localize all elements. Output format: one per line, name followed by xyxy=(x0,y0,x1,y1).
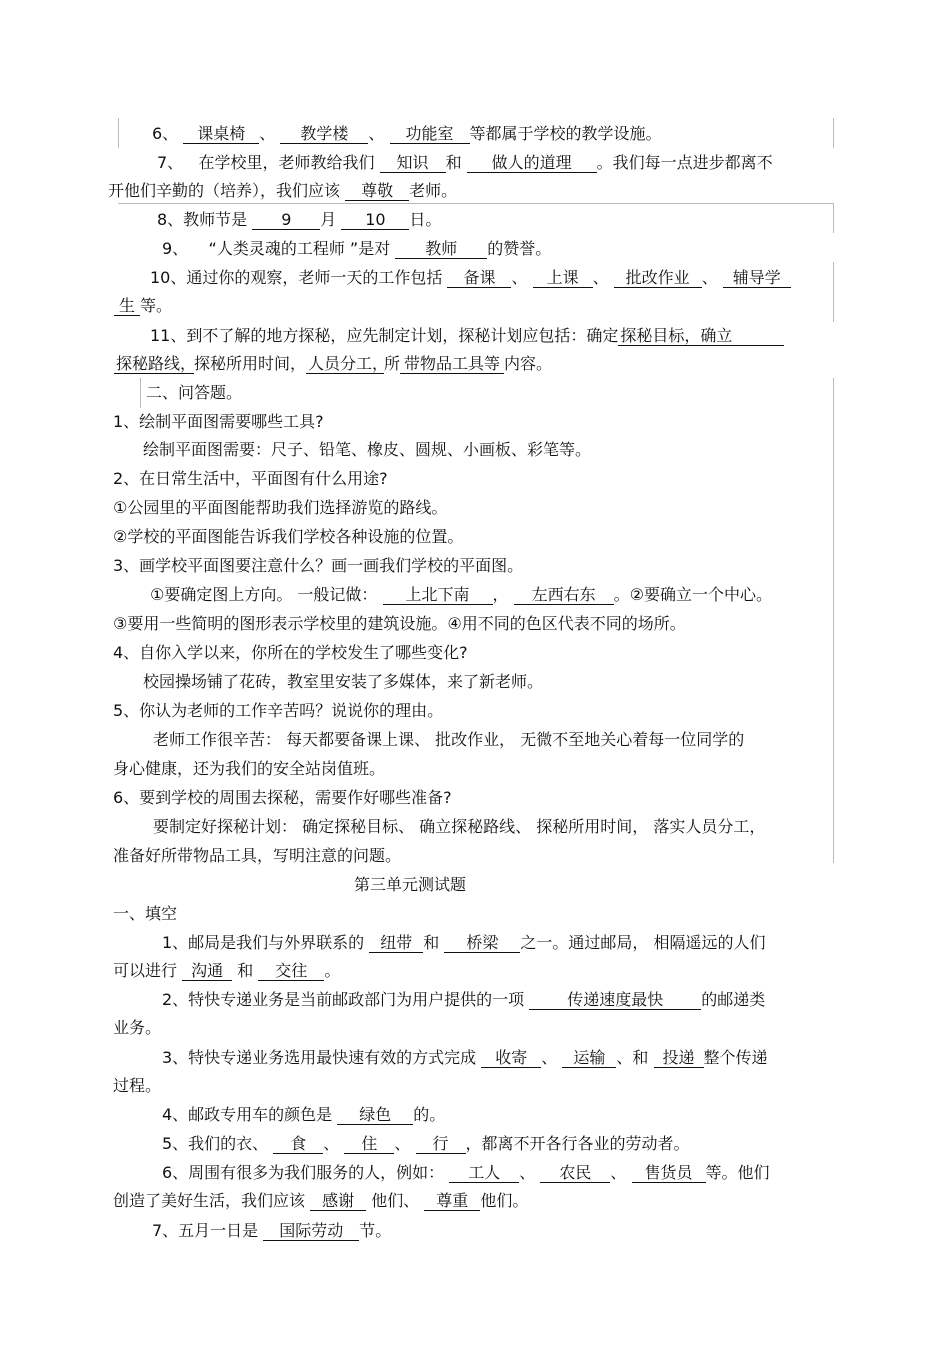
answer-blank: 探秘路线， xyxy=(116,354,197,373)
answer-blank: 桥梁 xyxy=(444,934,520,953)
unit-title: 第三单元测试题 xyxy=(354,875,467,894)
question-7-cont: 开他们辛勤的（培养），我们应该 尊敬 老师。 xyxy=(108,181,458,200)
qa-5-answer-2: 身心健康，还为我们的安全站岗值班。 xyxy=(113,759,386,778)
answer-blank: 教师 xyxy=(395,240,487,259)
answer-blank: 知识 xyxy=(380,154,446,173)
unit3-question-1-cont: 可以进行 沟通 和 交往 。 xyxy=(113,961,341,980)
answer-blank: 交往 xyxy=(258,962,324,981)
qa-1-answer: 绘制平面图需要：尺子、铅笔、橡皮、圆规、小画板、彩笔等。 xyxy=(143,440,592,459)
answer-blank: 上北下南 xyxy=(383,586,493,605)
qa-3-answer-2: ③要用一些简明的图形表示学校里的建筑设施。④用不同的色区代表不同的场所。 xyxy=(113,614,686,633)
question-11: 11、到不了解的地方探秘，应先制定计划，探秘计划应包括：确定 探秘目标，确立 xyxy=(150,325,872,347)
answer-blank: 住 xyxy=(344,1135,394,1154)
answer-blank: 感谢 xyxy=(310,1192,366,1211)
unit3-question-2: 2、特快专递业务是当前邮政部门为用户提供的一项 传递速度最快 的邮递类 xyxy=(162,990,766,1009)
answer-blank: 沟通 xyxy=(182,962,232,981)
qa-6-answer-2: 准备好所带物品工具，写明注意的问题。 xyxy=(113,846,402,865)
qa-5-question: 5、你认为老师的工作辛苦吗？说说你的理由。 xyxy=(113,701,444,720)
answer-blank: 左西右东 xyxy=(514,586,614,605)
answer-blank: 课桌椅 xyxy=(183,125,259,144)
border-line xyxy=(118,203,834,204)
answer-blank: 生 xyxy=(114,297,140,316)
qa-2-question: 2、在日常生活中，平面图有什么用途? xyxy=(113,469,388,488)
section-heading: 一、填空 xyxy=(113,904,178,923)
unit3-question-6: 6、周围有很多为我们服务的人，例如： 工人 、 农民 、 售货员 等。他们 xyxy=(162,1163,770,1182)
qa-6-question: 6、要到学校的周围去探秘，需要作好哪些准备? xyxy=(113,788,452,807)
question-10-cont: 生 等。 xyxy=(114,295,836,317)
answer-blank: 投递 xyxy=(654,1049,704,1068)
question-10: 10、通过你的观察，老师一天的工作包括 备课 、 上课 、 批改作业 、 辅导学 xyxy=(150,267,872,289)
qa-2-answer-2: ②学校的平面图能告诉我们学校各种设施的位置。 xyxy=(113,527,464,546)
unit3-question-7: 7、五月一日是 国际劳动 节。 xyxy=(152,1221,392,1240)
unit3-question-3: 3、特快专递业务选用最快速有效的方式完成 收寄 、 运输 、和 投递 整个传递 xyxy=(162,1048,768,1067)
answer-blank: 尊重 xyxy=(424,1192,480,1211)
unit3-question-5: 5、我们的衣、 食 、 住 、 行 ，都离不开各行各业的劳动者。 xyxy=(162,1134,690,1153)
question-8: 8、教师节是 9 月 10 日。 xyxy=(157,210,442,229)
qa-3-question: 3、画学校平面图要注意什么？画一画我们学校的平面图。 xyxy=(113,556,524,575)
answer-blank: 农民 xyxy=(540,1164,610,1183)
question-7: 7、 在学校里，老师教给我们 知识 和 做人的道理 。我们每一点进步都离不 xyxy=(157,153,773,172)
answer-blank: 功能室 xyxy=(390,125,470,144)
qa-4-question: 4、自你入学以来，你所在的学校发生了哪些变化? xyxy=(113,643,468,662)
answer-blank: 工人 xyxy=(449,1164,519,1183)
answer-blank: 做人的道理 xyxy=(467,154,597,173)
border-line xyxy=(118,118,119,148)
answer-blank: 传递速度最快 xyxy=(529,991,701,1010)
question-6: 6、 课桌椅 、 教学楼 、 功能室 等都属于学校的教学设施。 xyxy=(152,124,662,143)
unit3-question-4: 4、邮政专用车的颜色是 绿色 的。 xyxy=(162,1105,446,1124)
unit3-question-1: 1、邮局是我们与外界联系的 纽带 和 桥梁 之一。通过邮局， 相隔遥远的人们 xyxy=(162,933,766,952)
qa-2-answer-1: ①公园里的平面图能帮助我们选择游览的路线。 xyxy=(113,498,448,517)
answer-blank: 备课 xyxy=(447,269,511,288)
answer-blank: 教学楼 xyxy=(280,125,368,144)
answer-blank: 批改作业 xyxy=(614,269,702,288)
answer-blank: 绿色 xyxy=(337,1106,413,1125)
answer-blank: 运输 xyxy=(562,1049,616,1068)
answer-blank: 9 xyxy=(252,211,320,230)
answer-blank: 探秘目标，确立 xyxy=(618,327,784,346)
question-11-cont: 探秘路线，探秘所用时间， 人员分工，所 带物品工具等 内容。 xyxy=(116,354,553,373)
unit3-question-2-cont: 业务。 xyxy=(113,1018,162,1037)
border-line xyxy=(140,378,141,408)
section-heading: 二、问答题。 xyxy=(146,383,243,402)
answer-blank: 纽带 xyxy=(369,934,423,953)
answer-blank: 带物品工具等 xyxy=(400,355,504,374)
answer-blank: 辅导学 xyxy=(723,269,791,288)
qa-1-question: 1、绘制平面图需要哪些工具? xyxy=(113,412,324,431)
unit3-question-3-cont: 过程。 xyxy=(113,1076,162,1095)
qa-6-answer-1: 要制定好探秘计划： 确定探秘目标、 确立探秘路线、 探秘所用时间， 落实人员分工， xyxy=(153,817,766,836)
qa-5-answer-1: 老师工作很辛苦： 每天都要备课上课、 批改作业， 无微不至地关心着每一位同学的 xyxy=(153,730,745,749)
qa-3-answer-1: ①要确定图上方向。 一般记做： 上北下南 ， 左西右东 。②要确立一个中心。 xyxy=(150,585,772,604)
answer-blank: 尊敬 xyxy=(345,182,409,201)
answer-blank: 人员分工， xyxy=(308,354,389,373)
answer-blank: 行 xyxy=(416,1135,466,1154)
answer-blank: 售货员 xyxy=(632,1164,706,1183)
answer-blank: 10 xyxy=(341,211,409,230)
answer-blank: 上课 xyxy=(533,269,593,288)
answer-blank: 收寄 xyxy=(481,1049,541,1068)
question-9: 9、 “人类灵魂的工程师 ”是对 教师 的赞誉。 xyxy=(162,239,552,258)
answer-blank: 食 xyxy=(273,1135,323,1154)
answer-blank: 国际劳动 xyxy=(263,1222,359,1241)
qa-4-answer: 校园操场铺了花砖，教室里安装了多媒体，来了新老师。 xyxy=(143,672,544,691)
unit3-question-6-cont: 创造了美好生活，我们应该 感谢 他们、 尊重 他们。 xyxy=(113,1191,529,1210)
